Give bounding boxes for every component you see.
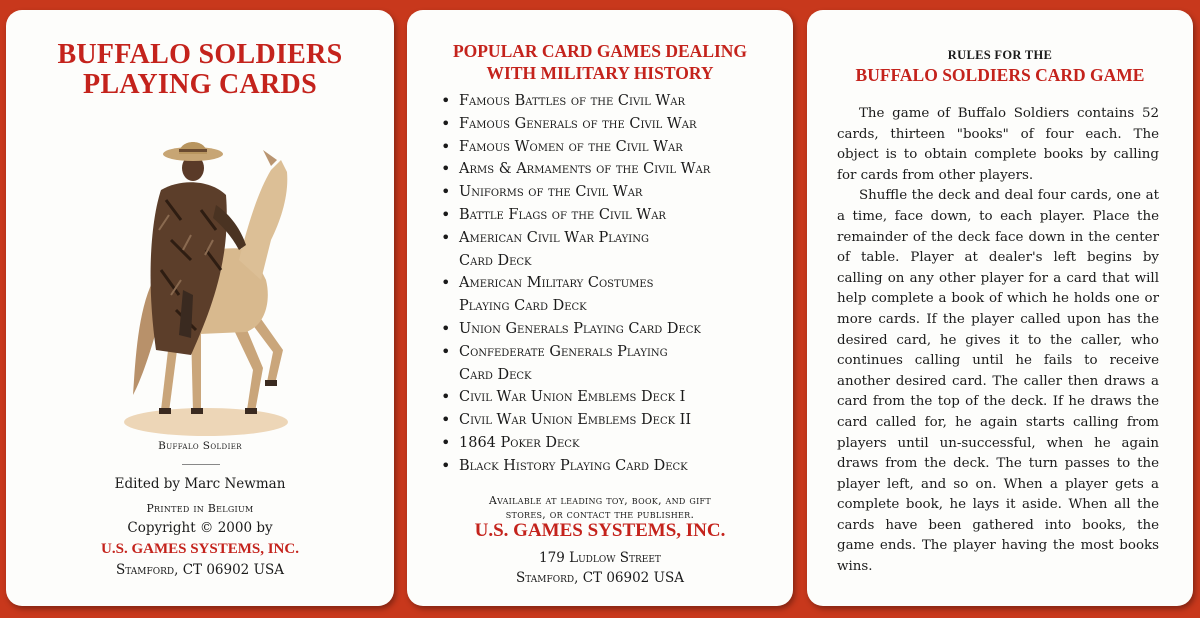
- games-list-item: • Uniforms of the Civil War: [441, 181, 781, 204]
- games-list-item: • American Military Costumes Playing Card Deck: [441, 272, 781, 318]
- games-list-item: • Famous Women of the Civil War: [441, 136, 781, 159]
- games-list-item: • Civil War Union Emblems Deck II: [441, 409, 781, 432]
- publisher-name: U.S. GAMES SYSTEMS, INC.: [101, 541, 299, 557]
- publisher-street: 179 Ludlow Street: [539, 550, 661, 566]
- divider: [182, 464, 220, 465]
- games-list-item: • Battle Flags of the Civil War: [441, 204, 781, 227]
- games-list-item: • Civil War Union Emblems Deck I: [441, 386, 781, 409]
- publisher-name: U.S. GAMES SYSTEMS, INC.: [474, 520, 726, 541]
- games-list-item: • Black History Playing Card Deck: [441, 455, 781, 478]
- buffalo-soldier-illustration: [121, 120, 291, 442]
- games-list-card: [407, 10, 793, 606]
- publisher-city: Stamford, CT 06902 USA: [116, 562, 284, 578]
- games-list-item: • Confederate Generals Playing Card Deck: [441, 341, 781, 387]
- illustration-caption: Buffalo Soldier: [158, 440, 242, 452]
- rules-paragraph: Shuffle the deck and deal four cards, one at a time, face down, to each player. Place the remainder of the deck face down in the center of table. Player at dealer's left begins by calling on any other player for a card that will help complete a book of which he holds one or more cards. If the player called upon has the desired card, he gives it to the caller, who continues calling until he fails to receive another desired card. The caller then draws a card from the top of the deck. If he draws the card called for, he again starts calling from players until un-successful, when he again draws from the deck. The turn passes to the player left, and so on. When a player gets a complete book, he lays it aside. When all the cards have been gathered into books, the game ends. The player having the most books wins.: [837, 188, 1159, 575]
- printed-in: Printed in Belgium: [146, 502, 254, 515]
- games-list-item: • American Civil War Playing Card Deck: [441, 227, 781, 273]
- rules-paragraph: The game of Buffalo Soldiers contains 52 cards, thirteen "books" of four each. The object is to obtain complete books by calling for cards from other players.: [837, 106, 1159, 183]
- games-list: [441, 90, 781, 478]
- games-list-item: • Famous Battles of the Civil War: [441, 90, 781, 113]
- games-list-item: • Arms & Armaments of the Civil War: [441, 158, 781, 181]
- games-list-item: • Union Generals Playing Card Deck: [441, 318, 781, 341]
- card-title: POPULAR CARD GAMES DEALING WITH MILITARY HISTORY: [452, 41, 748, 83]
- copyright: Copyright © 2000 by: [127, 520, 273, 536]
- availability-note: Available at leading toy, book, and gift stores, or contact the publisher.: [488, 494, 712, 521]
- rules-card: [807, 10, 1193, 606]
- editor-credit: Edited by Marc Newman: [114, 476, 286, 492]
- title-card: [6, 10, 394, 606]
- rules-heading: RULES FOR THE BUFFALO SOLDIERS CARD GAME: [855, 48, 1145, 85]
- card-title: BUFFALO SOLDIERS PLAYING CARDS: [57, 39, 343, 100]
- publisher-city: Stamford, CT 06902 USA: [516, 570, 684, 586]
- games-list-item: • Famous Generals of the Civil War: [441, 113, 781, 136]
- rules-text: [837, 104, 1159, 578]
- games-list-item: • 1864 Poker Deck: [441, 432, 781, 455]
